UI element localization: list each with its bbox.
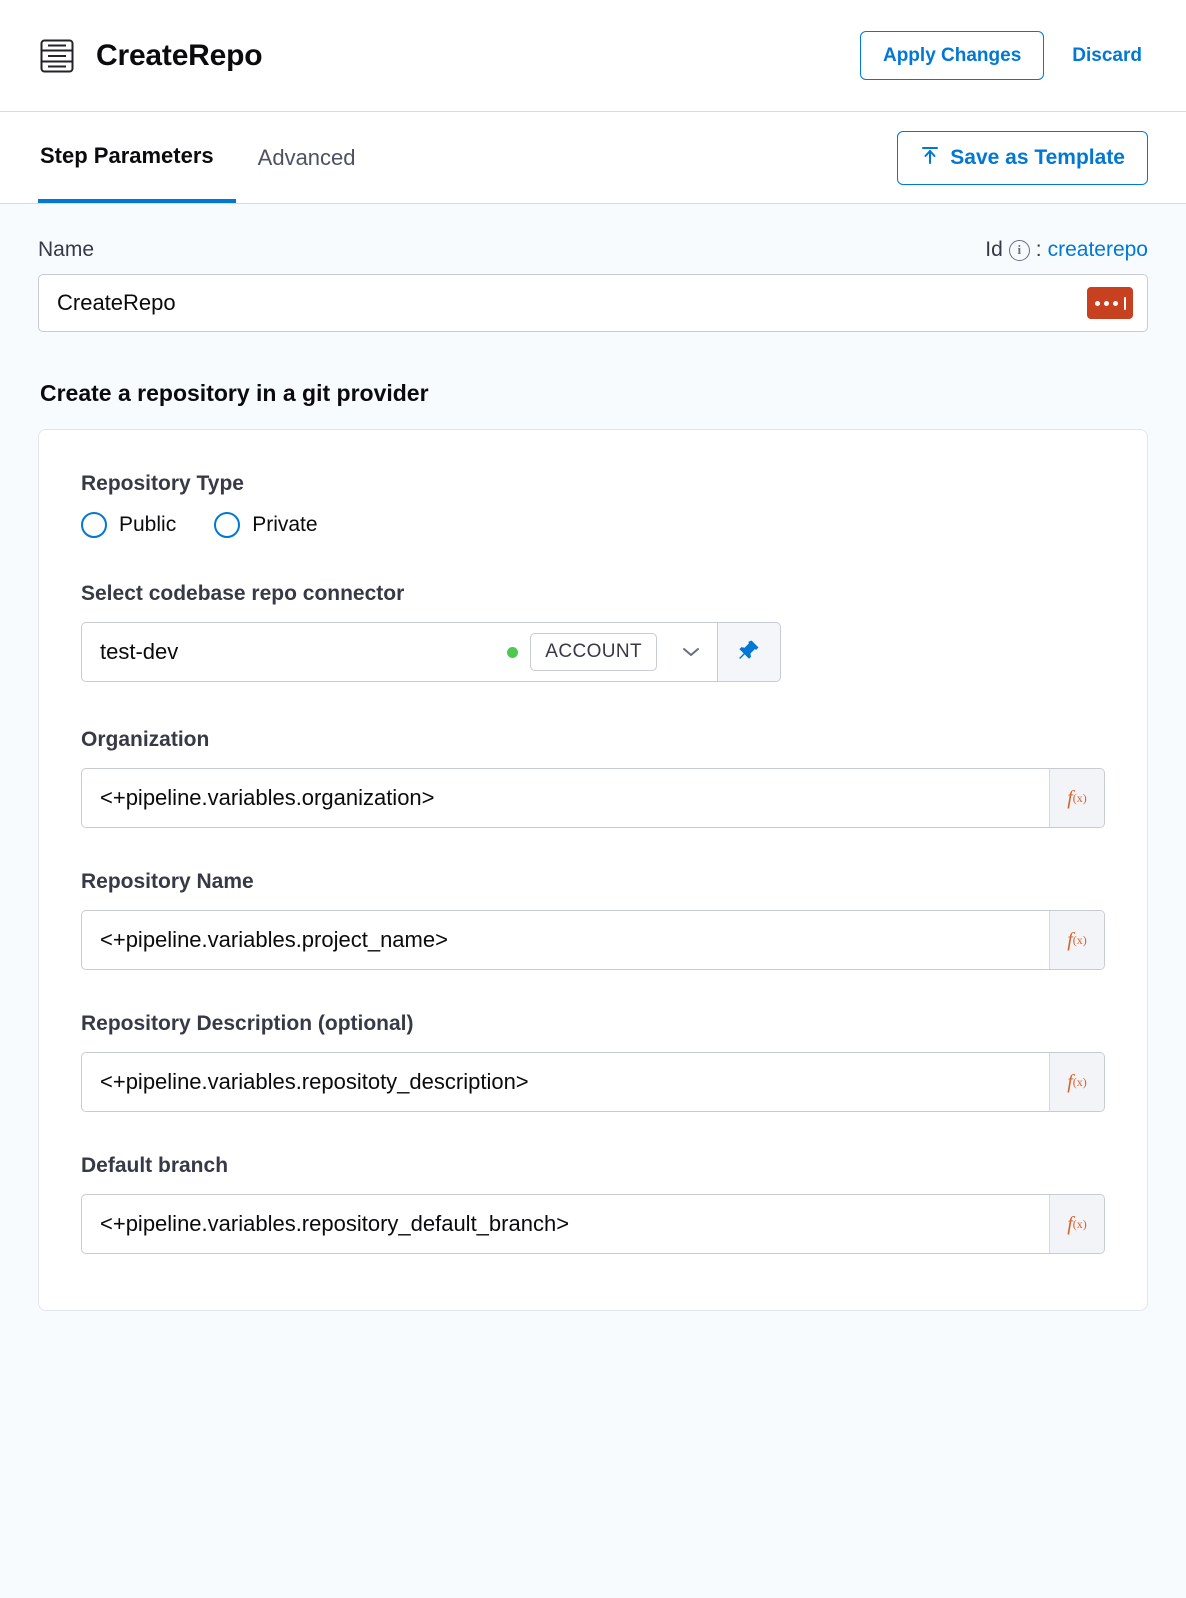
repository-name-label: Repository Name bbox=[81, 870, 254, 893]
connector-value: test-dev bbox=[100, 639, 179, 664]
name-variable-toggle-icon[interactable] bbox=[1087, 287, 1133, 319]
id-display bbox=[985, 238, 1148, 262]
section-title: Create a repository in a git provider bbox=[40, 380, 429, 406]
repository-name-input[interactable]: <+pipeline.variables.project_name> bbox=[100, 927, 448, 952]
page-title: CreateRepo bbox=[96, 38, 263, 72]
pin-icon bbox=[736, 637, 762, 668]
connector-scope-badge: ACCOUNT bbox=[530, 633, 657, 671]
repository-name-expression-icon[interactable]: f (x) bbox=[1049, 911, 1104, 969]
repository-name-input-wrapper bbox=[81, 910, 1105, 970]
organization-label: Organization bbox=[81, 728, 210, 751]
chevron-down-icon[interactable] bbox=[669, 642, 707, 663]
radio-circle-icon bbox=[81, 512, 107, 538]
save-as-template-button[interactable] bbox=[897, 131, 1148, 185]
repository-description-input[interactable]: <+pipeline.variables.repositoty_description> bbox=[100, 1069, 529, 1094]
connector-pin-button[interactable] bbox=[718, 622, 781, 682]
connector-selector bbox=[81, 622, 781, 682]
save-as-template-label: Save as Template bbox=[950, 145, 1125, 169]
discard-button[interactable]: Discard bbox=[1066, 37, 1148, 75]
name-input-wrapper bbox=[38, 274, 1148, 332]
radio-private-label: Private bbox=[252, 513, 318, 536]
apply-changes-button[interactable]: Apply Changes bbox=[860, 31, 1044, 80]
repository-description-input-wrapper bbox=[81, 1052, 1105, 1112]
connector-status-icon bbox=[507, 647, 518, 658]
connector-label: Select codebase repo connector bbox=[81, 582, 405, 605]
organization-expression-icon[interactable]: f (x) bbox=[1049, 769, 1104, 827]
connector-select[interactable] bbox=[81, 622, 718, 682]
radio-public-label: Public bbox=[119, 513, 177, 536]
repository-type-label: Repository Type bbox=[81, 472, 244, 495]
default-branch-expression-icon[interactable]: f (x) bbox=[1049, 1195, 1104, 1253]
info-icon[interactable]: i bbox=[1009, 240, 1030, 261]
repository-type-radio-group bbox=[81, 512, 1105, 538]
tab-bar bbox=[0, 112, 1186, 204]
tab-advanced[interactable]: Advanced bbox=[257, 144, 356, 170]
tab-step-parameters[interactable]: Step Parameters bbox=[38, 112, 236, 203]
repository-description-expression-icon[interactable]: f (x) bbox=[1049, 1053, 1104, 1111]
id-label: Id bbox=[985, 238, 1003, 261]
default-branch-label: Default branch bbox=[81, 1154, 229, 1177]
panel-header bbox=[0, 0, 1186, 112]
id-value[interactable]: createrepo bbox=[1047, 238, 1148, 261]
repository-description-label: Repository Description (optional) bbox=[81, 1012, 414, 1035]
default-branch-input[interactable]: <+pipeline.variables.repository_default_branch> bbox=[100, 1211, 570, 1236]
radio-public[interactable] bbox=[81, 512, 176, 538]
name-label: Name bbox=[38, 238, 95, 261]
radio-circle-icon bbox=[214, 512, 240, 538]
id-separator: : bbox=[1035, 238, 1042, 261]
upload-arrow-icon bbox=[920, 145, 940, 171]
name-row bbox=[38, 238, 1148, 262]
step-fields-card bbox=[38, 429, 1148, 1311]
default-branch-input-wrapper bbox=[81, 1194, 1105, 1254]
name-input[interactable] bbox=[55, 289, 1131, 317]
repository-stack-icon bbox=[36, 35, 78, 77]
header-left-group bbox=[36, 35, 262, 77]
organization-input-wrapper bbox=[81, 768, 1105, 828]
organization-input[interactable]: <+pipeline.variables.organization> bbox=[100, 785, 435, 810]
panel-body bbox=[0, 204, 1186, 1598]
tab-list bbox=[38, 112, 378, 203]
header-actions bbox=[860, 31, 1148, 80]
radio-private[interactable] bbox=[214, 512, 317, 538]
